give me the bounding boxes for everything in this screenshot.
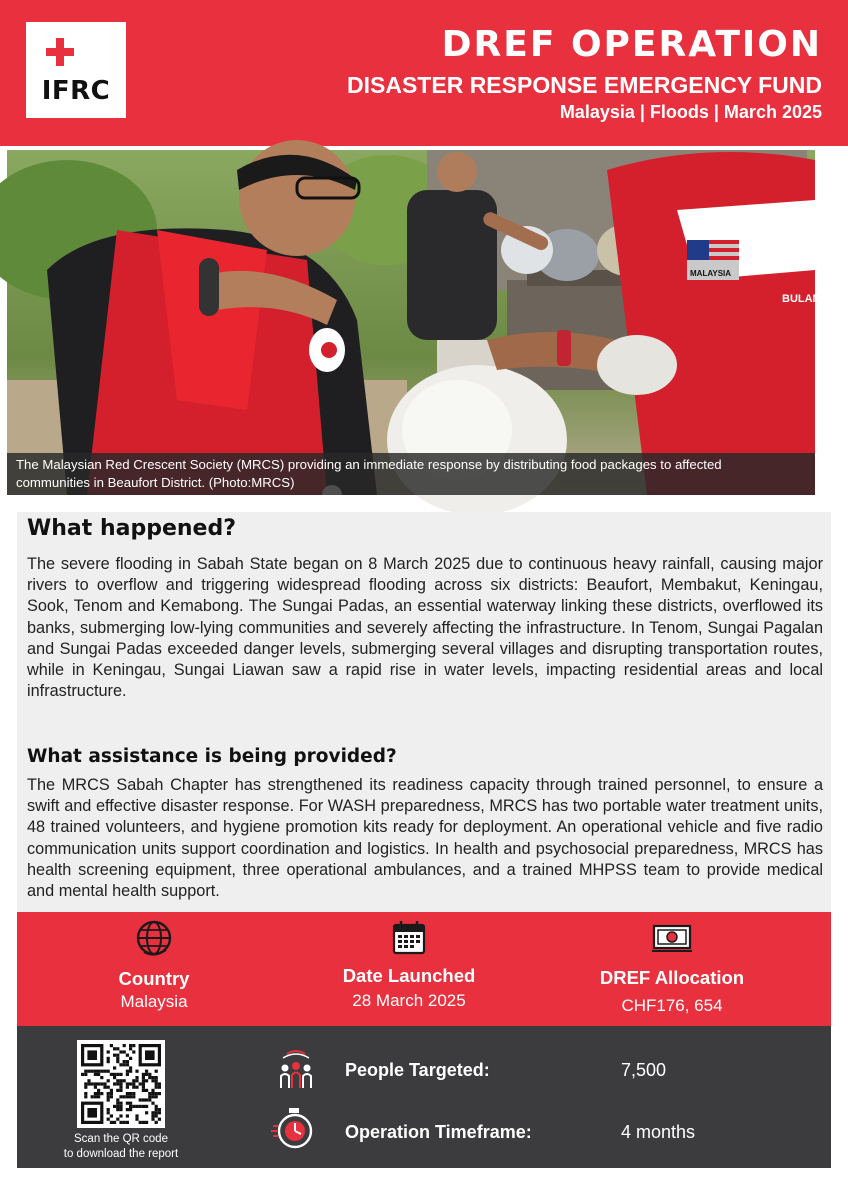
what-happened-body: The severe flooding in Sabah State began on 8 March 2025 due to continuous heavy rainfall, causing major rivers to overflow and triggering widespread flooding across six districts: Beaufort, Membakut, Keningau, Sook, Tenom and Kemabong. The Sungai Padas, an essential waterway linking these districts, overflowed its banks, submerging low-lying communities and severely affecting the infrastructure. In Tenom, Sungai Pagalan and Sungai Padas exceeded danger levels, submerging several villages and disrupting transportation routes, while in Keningau, Sungai Liawan saw a rapid rise in water levels, impacting residential areas and local infrastructure. [27, 555, 823, 701]
hero-photo [7, 150, 821, 495]
vest-text: BULAN [782, 293, 821, 305]
photo-caption [7, 453, 815, 495]
qr-caption-line-2: to download the report [63, 1148, 179, 1160]
allocation-value: CHF176, 654 [621, 996, 723, 1015]
badge-text: MALAYSIA [690, 269, 732, 278]
people-icon [273, 1048, 319, 1094]
qr-code-image [81, 1044, 161, 1124]
logo-text: IFRC [41, 76, 111, 106]
qr-code[interactable] [77, 1040, 165, 1128]
calendar-icon [389, 918, 429, 958]
red-cross-crescent-icon [42, 36, 112, 68]
people-targeted-label: People Targeted: [345, 1060, 490, 1080]
caption-line-1: The Malaysian Red Crescent Society (MRCS) providing an immediate response by distributing food packages to affected [16, 457, 722, 472]
money-icon [649, 918, 695, 958]
key-info-band [17, 912, 831, 1026]
operation-timeframe-label: Operation Timeframe: [345, 1122, 532, 1142]
date-label: Date Launched [342, 965, 476, 986]
country-label: Country [118, 968, 190, 989]
country-value: Malaysia [120, 992, 188, 1011]
footer-band [17, 1026, 831, 1168]
header-banner [0, 0, 848, 146]
page-meta: Malaysia | Floods | March 2025 [559, 102, 822, 122]
people-targeted-value: 7,500 [621, 1060, 667, 1080]
operation-timeframe-value: 4 months [621, 1122, 696, 1142]
content-panel [17, 512, 831, 912]
ifrc-logo [26, 22, 126, 118]
what-happened-heading: What happened? [27, 516, 236, 541]
allocation-label: DREF Allocation [599, 967, 745, 988]
country-block [44, 912, 264, 1026]
qr-caption [55, 1132, 187, 1162]
date-block [299, 912, 519, 1026]
assistance-heading: What assistance is being provided? [27, 746, 397, 767]
qr-caption-line-1: Scan the QR code [74, 1133, 168, 1145]
page-subtitle: DISASTER RESPONSE EMERGENCY FUND [347, 72, 822, 98]
allocation-block [562, 912, 782, 1026]
page-title: DREF OPERATION [441, 24, 822, 65]
globe-icon [134, 918, 174, 958]
caption-line-2: communities in Beaufort District. (Photo:MRCS) [16, 475, 295, 490]
photo-illustration [7, 150, 821, 495]
assistance-body: The MRCS Sabah Chapter has strengthened its readiness capacity through trained personnel, to ensure a swift and effective disaster response. For WASH preparedness, MRCS has two portable water treatment units, 48 trained volunteers, and hygiene promotion kits ready for deployment. An operational vehicle and five radio communication units support coordination and logistics. In health and psychosocial preparedness, MRCS has health screening equipment, three operational ambulances, and a trained MHPSS team to provide medical and mental health support. [27, 776, 823, 901]
stopwatch-icon [271, 1106, 317, 1152]
date-value: 28 March 2025 [352, 991, 466, 1010]
